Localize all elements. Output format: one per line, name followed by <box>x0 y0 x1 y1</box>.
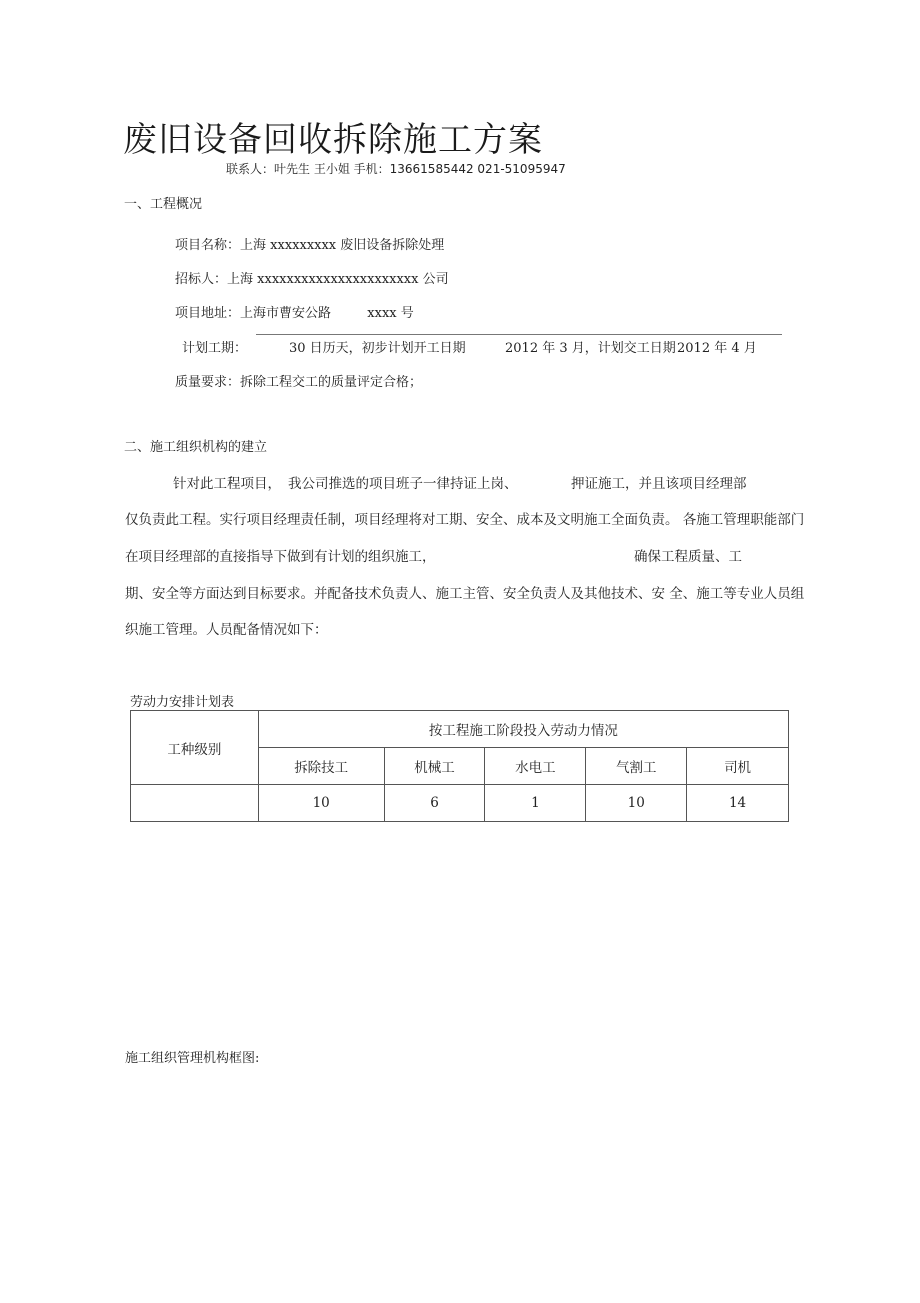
section1-heading: 一、工程概况 <box>124 197 203 212</box>
column-header-cell: 机械工 <box>384 748 485 785</box>
schedule-part1: 30 日历天，初步计划开工日期 <box>289 341 466 356</box>
column-header-cell: 司机 <box>687 748 789 785</box>
value-cell: 14 <box>687 785 789 822</box>
paragraph-line3a: 在项目经理部的直接指导下做到有计划的组织施工， <box>125 549 436 565</box>
paragraph-line4: 期、安全等方面达到目标要求。并配备技术负责人、施工主管、安全负责人及其他技术、安 全、施工等专业人员组 <box>125 586 805 602</box>
bidder-label: 招标人：上海 <box>175 272 254 287</box>
value-cell: 10 <box>258 785 384 822</box>
schedule-part2: 2012 年 3 月，计划交工日期 <box>505 341 676 356</box>
paragraph-line1b: 我公司推选的项目班子一律持证上岗、 <box>288 476 518 492</box>
bidder-line <box>175 268 449 287</box>
document-title: 废旧设备回收拆除施工方案 <box>123 120 543 160</box>
column-header-cell: 水电工 <box>485 748 586 785</box>
empty-cell <box>131 785 259 822</box>
table-row <box>131 785 789 822</box>
bidder-value: xxxxxxxxxxxxxxxxxxxxxx <box>257 272 419 287</box>
address-value: xxxx 号 <box>367 306 414 321</box>
address-line <box>175 302 414 321</box>
group-header-cell: 按工程施工阶段投入劳动力情况 <box>258 711 788 748</box>
paragraph-line1c: 押证施工，并且该项目经理部 <box>571 476 747 492</box>
value-cell: 1 <box>485 785 586 822</box>
quality-line: 质量要求：拆除工程交工的质量评定合格； <box>175 375 423 390</box>
column-header-cell: 拆除技工 <box>258 748 384 785</box>
paragraph-line3b: 确保工程质量、工 <box>634 549 742 565</box>
contact-line: 联系人：叶先生 王小姐 手机：13661585442 021-51095947 <box>226 162 566 176</box>
labor-table <box>130 710 789 822</box>
column-header-cell: 气割工 <box>586 748 687 785</box>
row-header-cell: 工种级别 <box>131 711 259 785</box>
paragraph-line1a: 针对此工程项目， <box>173 476 281 492</box>
paragraph-line5: 织施工管理。人员配备情况如下： <box>125 622 328 638</box>
address-label: 项目地址：上海市曹安公路 <box>175 306 332 321</box>
schedule-part3: 2012 年 4 月 <box>677 341 757 356</box>
project-name-value: xxxxxxxxx 废旧设备拆除处理 <box>270 238 445 253</box>
schedule-underline <box>256 334 782 335</box>
labor-table-caption: 劳动力安排计划表 <box>130 695 235 710</box>
value-cell: 10 <box>586 785 687 822</box>
org-chart-label: 施工组织管理机构框图: <box>125 1051 260 1066</box>
project-name-line <box>175 234 444 253</box>
bidder-suffix: 公司 <box>422 272 449 287</box>
section2-heading: 二、施工组织机构的建立 <box>124 440 268 455</box>
table-row <box>131 711 789 748</box>
schedule-label: 计划工期： <box>182 341 248 356</box>
project-name-label: 项目名称：上海 <box>175 238 267 253</box>
value-cell: 6 <box>384 785 485 822</box>
paragraph-line2: 仅负责此工程。实行项目经理责任制，项目经理将对工期、安全、成本及文明施工全面负责。 各施工管理职能部门 <box>125 512 805 528</box>
